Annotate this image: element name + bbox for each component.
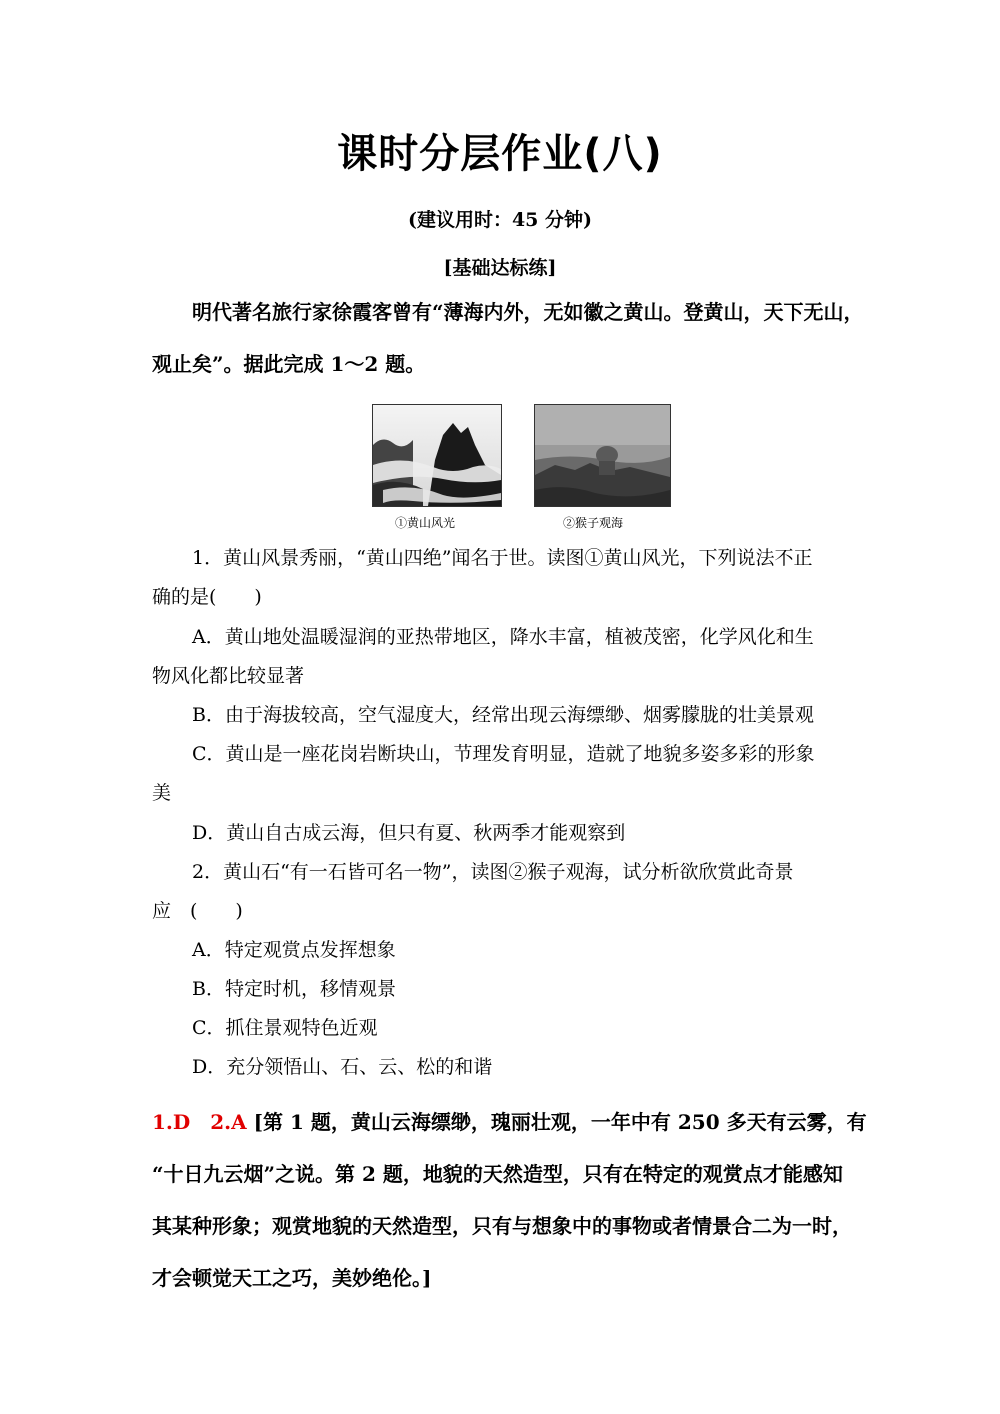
q2-stem-line-2: 应 ( ) [152, 900, 243, 922]
q1-option-a-line-1: A．黄山地处温暖湿润的亚热带地区，降水丰富，植被茂密，化学风化和生 [192, 626, 814, 648]
q1-option-b: B．由于海拔较高，空气湿度大，经常出现云海缥缈、烟雾朦胧的壮美景观 [192, 704, 814, 726]
q2-stem-line-1: 2．黄山石“有一石皆可名一物”，读图②猴子观海，试分析欲欣赏此奇景 [192, 861, 794, 883]
q2-option-b: B．特定时机，移情观景 [192, 978, 396, 1000]
rock-sea-image [535, 405, 670, 506]
q1-option-d: D．黄山自古成云海，但只有夏、秋两季才能观察到 [192, 822, 626, 844]
q1-option-c-line-2: 美 [152, 782, 172, 804]
q2-option-c: C．抓住景观特色近观 [192, 1017, 378, 1039]
q1-option-c-line-1: C．黄山是一座花岗岩断块山，节理发育明显，造就了地貌多姿多彩的形象 [192, 743, 815, 765]
q2-option-a: A．特定观赏点发挥想象 [192, 939, 396, 961]
q1-option-a-line-2: 物风化都比较显著 [152, 665, 305, 687]
q2-option-d: D．充分领悟山、石、云、松的和谐 [192, 1056, 493, 1078]
q1-stem-line-1: 1．黄山风景秀丽，“黄山四绝”闻名于世。读图①黄山风光，下列说法不正 [192, 547, 813, 569]
figure-caption-2: ②猴子观海 [563, 516, 624, 530]
page-title: 课时分层作业(八) [337, 131, 663, 177]
photo-monkey-watching-sea [534, 404, 671, 507]
answer-key: 1.D 2.A [152, 1110, 247, 1134]
answer-line-1 [152, 1106, 867, 1135]
intro-line-1: 明代著名旅行家徐霞客曾有“薄海内外，无如徽之黄山。登黄山，天下无山， [192, 300, 864, 324]
answer-line-2: “十日九云烟”之说。第 2 题，地貌的天然造型，只有在特定的观赏点才能感知 [152, 1162, 843, 1186]
mountain-clouds-image [373, 405, 501, 506]
answer-explanation-1: [第 1 题，黄山云海缥缈，瑰丽壮观，一年中有 250 多天有云雾，有 [253, 1110, 867, 1134]
time-suggestion: (建议用时：45 分钟) [407, 209, 593, 231]
photo-huangshan-scenery [372, 404, 502, 507]
answer-line-3: 其某种形象；观赏地貌的天然造型，只有与想象中的事物或者情景合二为一时， [152, 1214, 852, 1238]
answer-line-4: 才会顿觉天工之巧，美妙绝伦。] [152, 1266, 432, 1290]
section-heading: [基础达标练] [443, 257, 557, 279]
figure-caption-1: ①黄山风光 [395, 516, 456, 530]
intro-line-2: 观止矣”。据此完成 1～2 题。 [152, 352, 426, 376]
q1-stem-line-2: 确的是( ) [152, 586, 262, 608]
